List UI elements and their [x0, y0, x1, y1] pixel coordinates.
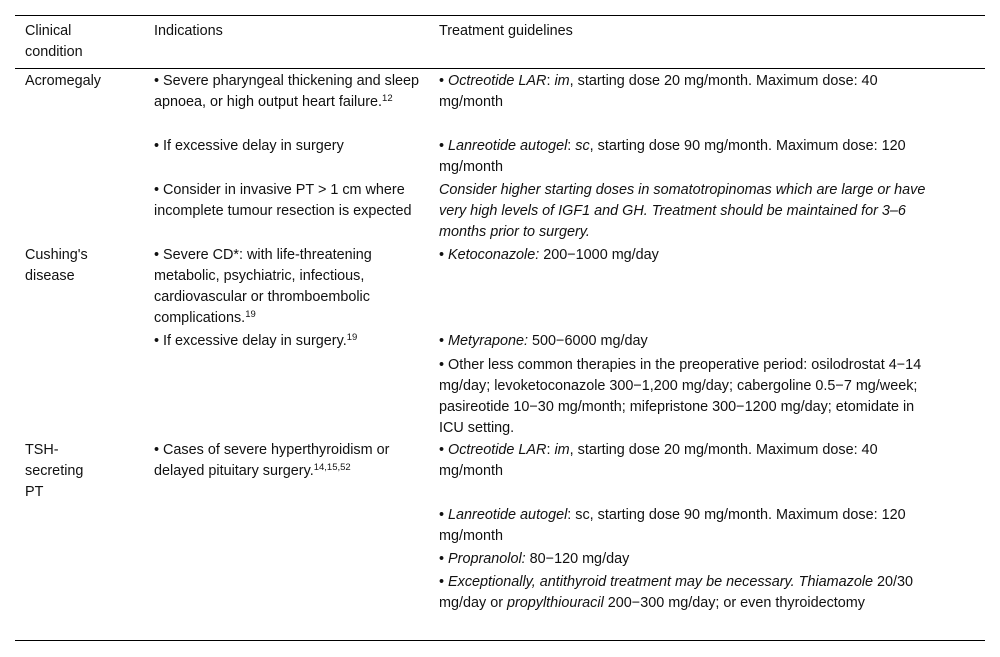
tsh-ind1-text: • Cases of severe hyperthyroidism or delayed pituitary surgery. [154, 442, 390, 479]
condition-line3: PT [25, 484, 44, 500]
dose-text: , starting dose 90 mg/month. Maximum dose: 120 mg/month [439, 138, 906, 175]
cushing-treatment-3: • Other less common therapies in the preoperative period: osilodrostat 4−14 mg/day; levoketoconazole 300−1,200 mg/day; cabergoline 0.5−7 mg/week; pasireotide 10−30 mg/month; mifepristone 300−1200 mg/day; etomidate in ICU setting. [439, 357, 922, 436]
drug-name: Ketoconazole: [448, 247, 540, 263]
drug-name: Propranolol: [448, 551, 526, 567]
condition-cushings-disease [25, 245, 140, 287]
acromegaly-treatment-1 [439, 71, 909, 113]
route: sc [575, 138, 590, 154]
cushing-ind1-ref: 19 [245, 309, 256, 320]
dose-text: 200−300 mg/day; or even thyroidectomy [603, 595, 865, 611]
dose-text: : sc, starting dose 90 mg/month. Maximum dose: 120 mg/month [439, 507, 906, 544]
dose-text: 200−1000 mg/day [539, 247, 659, 263]
cushing-ind2-text: • If excessive delay in surgery. [154, 333, 347, 349]
acromegaly-treatment-note [439, 180, 949, 243]
dose-text: , starting dose 20 mg/month. Maximum dose: 40 mg/month [439, 442, 878, 479]
bullet: • [439, 73, 449, 89]
cushing-treatment-1 [439, 245, 969, 266]
bullet: • [439, 247, 449, 263]
condition-line1: Cushing's [25, 247, 88, 263]
bullet: • [439, 551, 449, 567]
separator: : [567, 138, 576, 154]
acromegaly-treatment-2 [439, 136, 934, 178]
tsh-ind1-ref: 14,15,52 [313, 462, 351, 473]
condition-line2: secreting [25, 463, 84, 479]
separator: : [546, 73, 555, 89]
drug-name: Octreotide LAR [448, 73, 547, 89]
acromegaly-ind1-text: • Severe pharyngeal thickening and sleep apnoea, or high output heart failure. [154, 73, 420, 110]
italic-text: Exceptionally, antithyroid treatment may be necessary. Thiamazole [448, 574, 874, 590]
table-header-rule [15, 68, 985, 69]
tsh-treatment-4 [439, 572, 939, 614]
cushing-indication-1 [154, 245, 409, 329]
drug-name: Lanreotide autogel [448, 138, 568, 154]
route: im [554, 73, 570, 89]
condition-line1: TSH- [25, 442, 59, 458]
dose-text: 20/30 mg/day or [439, 574, 914, 611]
bullet: • [439, 574, 449, 590]
cushing-ind2-ref: 19 [346, 332, 358, 343]
tsh-treatment-3 [439, 549, 969, 570]
header-col1-line2: condition [25, 44, 83, 60]
dose-text: , starting dose 20 mg/month. Maximum dose: 40 mg/month [439, 73, 878, 110]
tsh-indication-1 [154, 440, 409, 482]
bullet: • [439, 507, 449, 523]
condition-tsh-secreting-pt [25, 440, 140, 503]
table-bottom-rule [15, 640, 985, 641]
condition-line2: disease [25, 268, 75, 284]
cushing-ind1-text: • Severe CD*: with life-threatening metabolic, psychiatric, infectious, cardiovascular or thromboembolic complications. [154, 247, 372, 326]
dose-text: 80−120 mg/day [525, 551, 630, 567]
acromegaly-indication-3: • Consider in invasive PT > 1 cm where incomplete tumour resection is expected [154, 182, 412, 219]
acromegaly-indication-1 [154, 71, 424, 113]
table-top-rule [15, 15, 985, 16]
drug-name: propylthiouracil [506, 595, 604, 611]
route: im [554, 442, 570, 458]
drug-name: Lanreotide autogel [448, 507, 568, 523]
bullet: • [439, 442, 449, 458]
bullet: • [439, 138, 449, 154]
acromegaly-indication-2: • If excessive delay in surgery [154, 138, 344, 154]
cushing-indication-2 [154, 331, 424, 352]
header-treatment-guidelines: Treatment guidelines [439, 23, 573, 39]
separator: : [546, 442, 555, 458]
acromegaly-ind1-ref: 12 [382, 93, 393, 104]
drug-name: Octreotide LAR [448, 442, 547, 458]
tsh-treatment-2 [439, 505, 934, 547]
tsh-treatment-1 [439, 440, 909, 482]
header-indications: Indications [154, 23, 223, 39]
drug-name: Metyrapone: [448, 333, 529, 349]
header-clinical-condition [25, 21, 140, 63]
dose-text: 500−6000 mg/day [528, 333, 648, 349]
note-text: Consider higher starting doses in somatotropinomas which are large or have very high levels of IGF1 and GH. Treatment should be maintained for 3–6 months prior to surgery. [439, 182, 926, 240]
bullet: • [439, 333, 449, 349]
cushing-treatment-2 [439, 331, 969, 352]
condition-acromegaly: Acromegaly [25, 73, 101, 89]
header-col1-line1: Clinical [25, 23, 72, 39]
